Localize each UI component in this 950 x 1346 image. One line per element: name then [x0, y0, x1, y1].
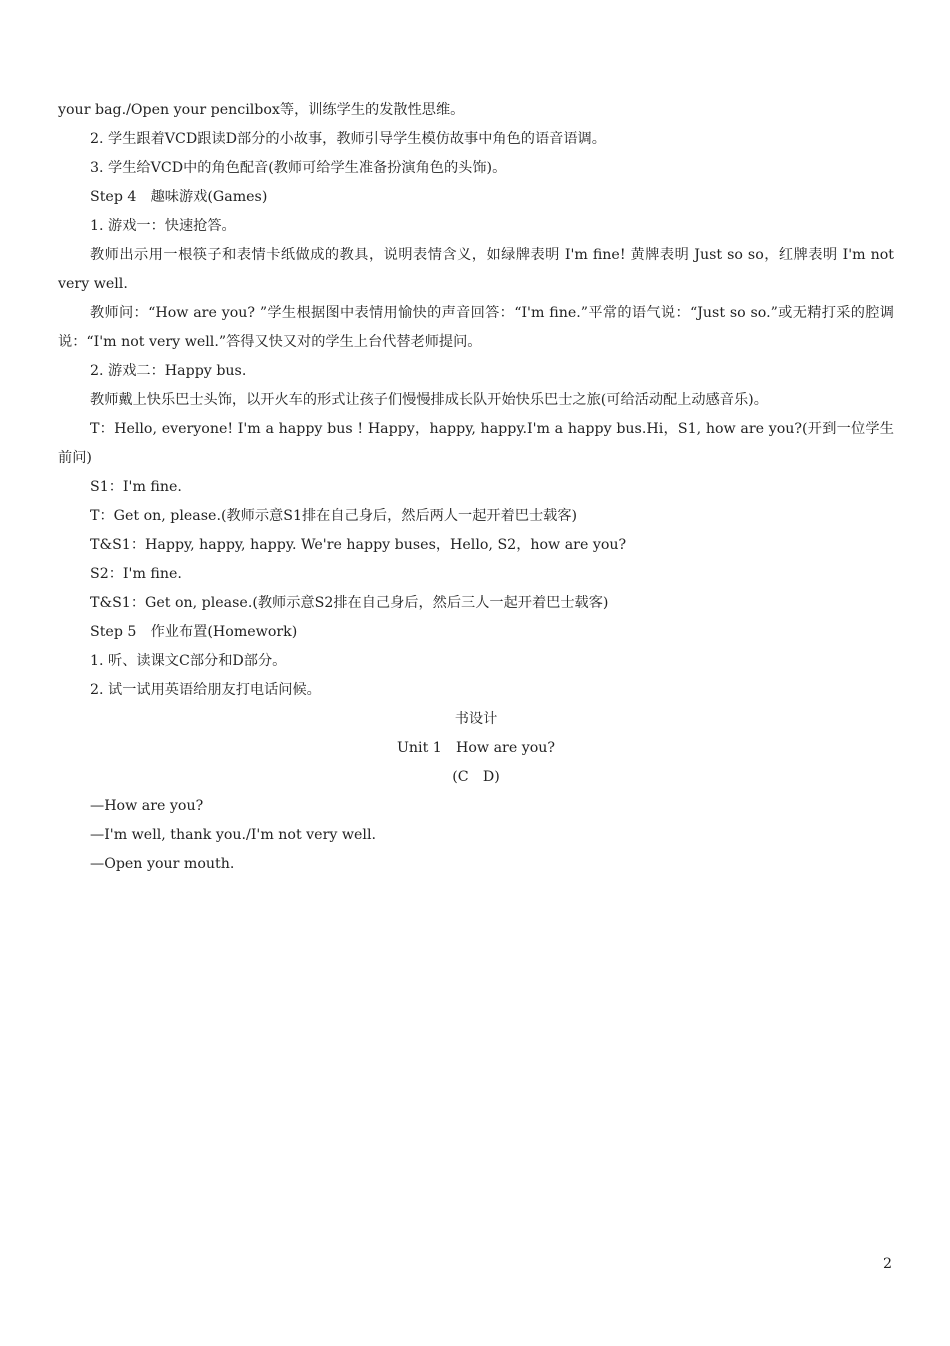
paragraph-continuation: your bag./Open your pencilbox等，训练学生的发散性思维。: [58, 102, 465, 118]
heading-step4: Step 4 趣味游戏(Games): [90, 189, 268, 205]
dialogue-line-s2: S2：I'm fine.: [90, 566, 182, 582]
paragraph-game1-description: 教师出示用一根筷子和表情卡纸做成的教具，说明表情含义，如绿牌表明 I'm fine! 黄牌表明 Just so so，红牌表明 I'm not very well.: [58, 247, 894, 292]
board-design-unit: Unit 1 How are you?: [396, 740, 556, 756]
paragraph-step3-item2: 2. 学生跟着VCD跟读D部分的小故事，教师引导学生模仿故事中角色的语音语调。: [90, 131, 606, 147]
board-line-question: —How are you?: [90, 798, 204, 814]
page-number: 2: [882, 1256, 892, 1272]
board-design-title: 书设计: [454, 711, 498, 727]
board-line-answer: —I'm well, thank you./I'm not very well.: [90, 827, 377, 843]
paragraph-game2-description: 教师戴上快乐巴士头饰，以开火车的形式让孩子们慢慢排成长队开始快乐巴士之旅(可给活动配上动感音乐)。: [90, 392, 768, 408]
dialogue-line-t-s1-get-on: T&S1：Get on, please.(教师示意S2排在自己身后，然后三人一起开着巴士载客): [90, 595, 609, 611]
paragraph-game1-title: 1. 游戏一：快速抢答。: [90, 218, 236, 234]
board-design-parts: (C D): [452, 769, 500, 785]
dialogue-line-teacher-get-on: T：Get on, please.(教师示意S1排在自己身后，然后两人一起开着巴士载客): [90, 508, 578, 524]
document-body: [58, 96, 894, 879]
dialogue-line-teacher: T：Hello, everyone! I'm a happy bus ! Happy，happy, happy.I'm a happy bus.Hi，S1, how are you?(开到一位学生前问): [58, 421, 894, 466]
paragraph-step3-item3: 3. 学生给VCD中的角色配音(教师可给学生准备扮演角色的头饰)。: [90, 160, 507, 176]
paragraph-game2-title: 2. 游戏二：Happy bus.: [90, 363, 247, 379]
board-line-command: —Open your mouth.: [90, 856, 235, 872]
homework-item1: 1. 听、读课文C部分和D部分。: [90, 653, 287, 669]
heading-step5: Step 5 作业布置(Homework): [90, 624, 298, 640]
homework-item2: 2. 试一试用英语给朋友打电话问候。: [90, 682, 321, 698]
dialogue-line-s1: S1：I'm fine.: [90, 479, 182, 495]
dialogue-line-t-s1: T&S1：Happy, happy, happy. We're happy buses，Hello, S2，how are you?: [90, 537, 627, 553]
paragraph-game1-dialogue: 教师问：“How are you? ”学生根据图中表情用愉快的声音回答：“I'm fine.”平常的语气说：“Just so so.”或无精打采的腔调说：“I'm not very well.”答得又快又对的学生上台代替老师提问。: [58, 305, 894, 350]
